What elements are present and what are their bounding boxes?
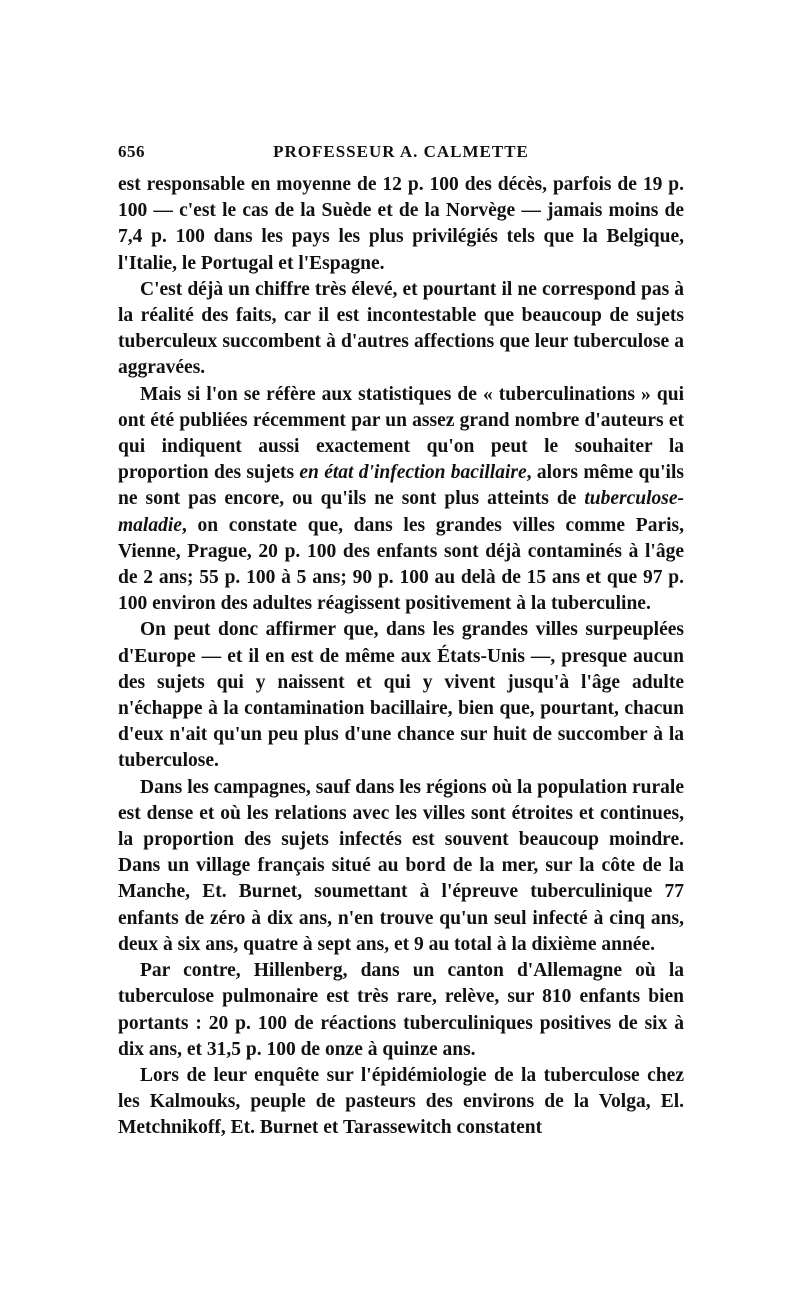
paragraph-3-text-b: , alors même qu'ils ne sont pas encore, ou qu'ils ne sont plus atteints de <box>118 462 684 510</box>
paragraph-4: On peut donc affirmer que, dans les grandes villes surpeuplées d'Europe — et il en est de même aux États-Unis —, presque aucun des sujets qui y naissent et qui y vivent jusqu'à l'âge adulte n'échappe à la contamination bacillaire, bien que, pourtant, chacun d'eux n'ait qu'un peu plus d'une chance sur huit de succomber à la tuberculose. <box>118 619 684 772</box>
paragraph-3-italic-a: en état d'infection bacillaire <box>299 462 527 484</box>
book-page <box>118 142 684 1142</box>
paragraph-5: Dans les campagnes, sauf dans les régions où la population rurale est dense et où les relations avec les villes sont étroites et continues, la proportion des sujets infectés est souvent beaucoup moindre. Dans un village français situé au bord de la mer, sur la côte de la Manche, Et. Burnet, soumettant à l'épreuve tuberculinique 77 enfants de zéro à dix ans, n'en trouve qu'un seul infecté à cinq ans, deux à six ans, quatre à sept ans, et 9 au total à la dixième année. <box>118 776 684 955</box>
running-title: PROFESSEUR A. CALMETTE <box>273 142 529 161</box>
paragraph-1: est responsable en moyenne de 12 p. 100 des décès, parfois de 19 p. 100 — c'est le cas de la Suède et de la Norvège — jamais moins de 7,4 p. 100 dans les pays les plus privilégiés tels que la Belgique, l'Italie, le Portugal et l'Espagne. <box>118 174 684 274</box>
paragraph-6: Par contre, Hillenberg, dans un canton d'Allemagne où la tuberculose pulmonaire est très rare, relève, sur 810 enfants bien portants : 20 p. 100 de réactions tuberculiniques positives de six à dix ans, et 31,5 p. 100 de onze à quinze ans. <box>118 960 684 1060</box>
paragraph-3-text-c: , on constate que, dans les grandes villes comme Paris, Vienne, Prague, 20 p. 100 des enfants sont déjà contaminés à l'âge de 2 ans; 55 p. 100 à 5 ans; 90 p. 100 au delà de 15 ans et que 97 p. 100 environ des adultes réagissent positivement à la tuberculine. <box>118 514 684 615</box>
paragraph-3-italic-b: tuberculose-maladie <box>118 488 684 536</box>
running-head <box>118 142 684 172</box>
paragraph-2: C'est déjà un chiffre très élevé, et pourtant il ne correspond pas à la réalité des faits, car il est incontestable que beaucoup de sujets tuberculeux succombent à d'autres affections que leur tuberculose a aggravées. <box>118 278 684 379</box>
paragraph-3 <box>118 382 684 618</box>
body-text <box>118 172 684 1142</box>
paragraph-3-text-a: Mais si l'on se réfère aux statistiques de « tuberculinations » qui ont été publiées récemment par un assez grand nombre d'auteurs et qui indiquent aussi exactement qu'on peut le souhaiter la proportion des sujets <box>118 383 684 484</box>
page-number: 656 <box>118 142 145 161</box>
paragraph-7: Lors de leur enquête sur l'épidémiologie de la tuberculose chez les Kalmouks, peuple de pasteurs des environs de la Volga, El. Metchnikoff, Et. Burnet et Tarassewitch constatent <box>118 1064 684 1139</box>
